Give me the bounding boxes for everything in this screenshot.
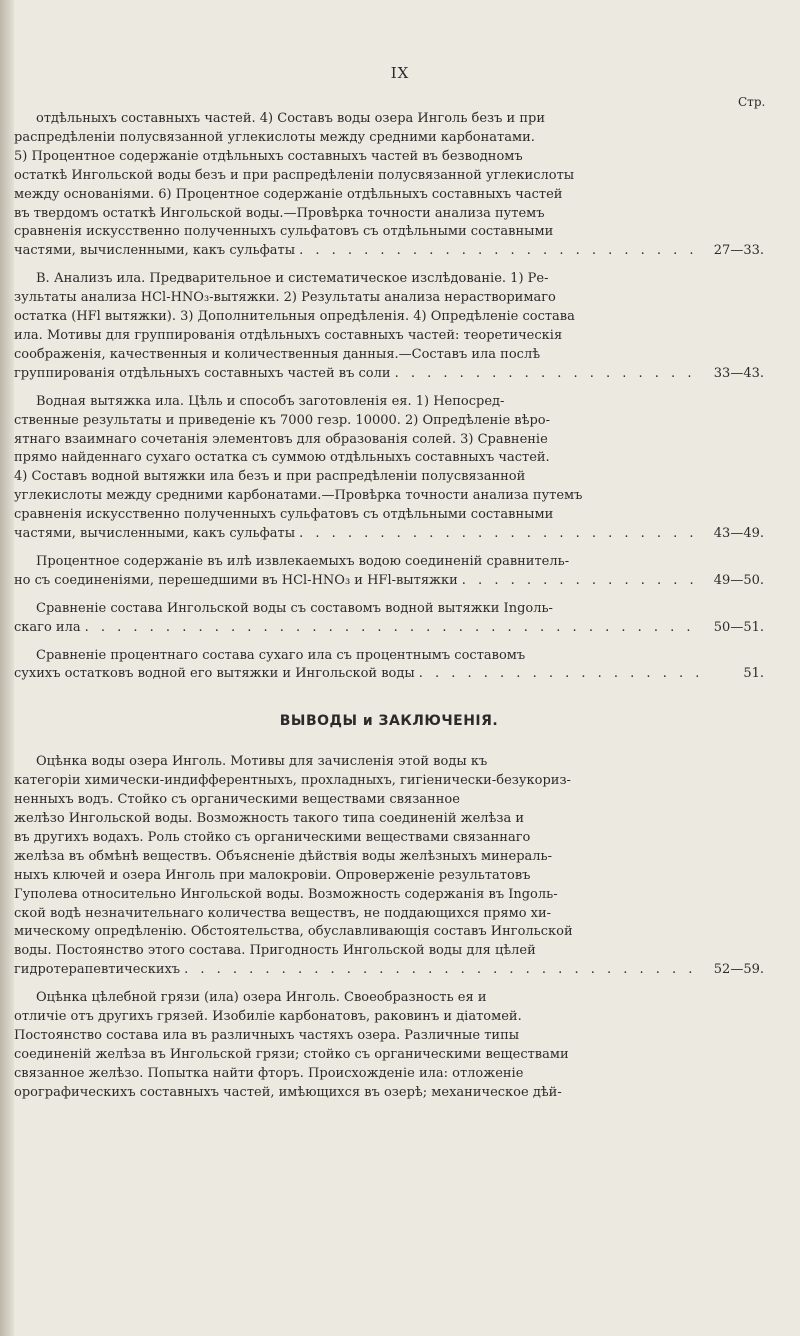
page-column-header: Стр. [738, 95, 766, 109]
entry-line [14, 270, 764, 289]
contents-entry [14, 647, 764, 685]
entry-line-text: Водная вытяжка ила. Цѣль и способъ заготовленія ея. 1) Непосред- [36, 393, 505, 409]
contents-entry [14, 553, 764, 591]
entry-line [14, 346, 764, 365]
entry-line-text: мическому опредѣленію. Обстоятельства, обуславливающія составъ Ингольской [14, 924, 573, 940]
page-number: IX [390, 64, 410, 82]
entry-line-text: желѣза въ обмѣнѣ веществъ. Объясненіе дѣйствія воды желѣзныхъ минераль- [14, 848, 552, 864]
entry-line [14, 205, 764, 224]
leader-dots [295, 525, 698, 544]
entry-line-text: связанное желѣзо. Попытка найти фторъ. Происхожденіе ила: отложеніе [14, 1065, 524, 1081]
entry-page-range: 50—51. [713, 619, 764, 635]
entry-line-text: соединеній желѣза въ Ингольской грязи; стойко съ органическими веществами [14, 1046, 569, 1062]
entry-line [14, 1046, 764, 1065]
entry-line [14, 223, 764, 242]
entry-line [14, 412, 764, 431]
entry-line [14, 1008, 764, 1027]
entry-line [14, 791, 764, 810]
entry-line [14, 110, 764, 129]
entry-line-text: распредѣленіи полусвязанной углекислоты между средними карбонатами. [14, 129, 535, 145]
entry-line [14, 1084, 764, 1103]
entry-line-text: между основаніями. 6) Процентное содержаніе отдѣльныхъ составныхъ частей [14, 186, 563, 202]
entry-page-range: 27—33. [713, 243, 764, 259]
entry-line-text: остатка (HFl вытяжки). 3) Дополнительныя опредѣленія. 4) Опредѣленіе состава [14, 309, 575, 325]
contents-group-analysis [14, 110, 764, 684]
entry-line-text: сравненія искусственно полученныхъ сульфатовъ съ отдѣльными составными [14, 224, 554, 240]
entry-line [14, 848, 764, 867]
entry-line-text: Оцѣнка цѣлебной грязи (ила) озера Инголь. Своеобразность ея и [36, 990, 487, 1006]
leader-dots [458, 572, 698, 591]
entry-line-text: воды. Постоянство этого состава. Пригодность Ингольской воды для цѣлей [14, 943, 536, 959]
entry-line [14, 772, 764, 791]
entry-line [14, 365, 764, 384]
contents-group-conclusions [14, 753, 764, 1102]
entry-line-text: въ твердомъ остаткѣ Ингольской воды.—Провѣрка точности анализа путемъ [14, 205, 545, 221]
leader-dots [180, 961, 698, 980]
entry-line [14, 468, 764, 487]
entry-line [14, 506, 764, 525]
entry-line [14, 905, 764, 924]
entry-line [14, 829, 764, 848]
entry-line [14, 942, 764, 961]
entry-line-text: Процентное содержаніе въ илѣ извлекаемыхъ водою соединеній сравнитель- [36, 553, 570, 569]
entry-line-text: въ другихъ водахъ. Роль стойко съ органическими веществами связаннаго [14, 829, 531, 845]
entry-line [14, 289, 764, 308]
entry-line-text: сравненія искусственно полученныхъ сульфатовъ съ отдѣльными составными [14, 507, 554, 523]
section-title: ВЫВОДЫ и ЗАКЛЮЧЕНІЯ. [279, 713, 499, 730]
entry-line [14, 665, 764, 684]
entry-line-text: сухихъ остатковъ водной его вытяжки и Ингольской воды [14, 666, 415, 682]
entry-line-text: Постоянство состава ила въ различныхъ частяхъ озера. Различные типы [14, 1027, 520, 1043]
leader-dots [81, 619, 698, 638]
entry-line [14, 167, 764, 186]
entry-line [14, 308, 764, 327]
entry-line-text: частями, вычисленными, какъ сульфаты [14, 243, 296, 259]
entry-line [14, 989, 764, 1008]
entry-line [14, 647, 764, 666]
contents-entry [14, 600, 764, 638]
leader-dots [391, 365, 698, 384]
leader-dots [415, 665, 698, 684]
entry-line [14, 242, 764, 261]
contents-entry [14, 989, 764, 1102]
entry-line-text: ятнаго взаимнаго сочетанія элементовъ для образованія солей. 3) Сравненіе [14, 431, 548, 447]
entry-page-range: 52—59. [713, 962, 764, 978]
entry-line [14, 867, 764, 886]
entry-line [14, 525, 764, 544]
entry-page-range: 33—43. [713, 365, 764, 381]
entry-line-text: 4) Составъ водной вытяжки ила безъ и при распредѣленіи полусвязанной [14, 469, 526, 485]
entry-line-text: В. Анализъ ила. Предварительное и систематическое изслѣдованіе. 1) Ре- [36, 271, 549, 287]
entry-line [14, 449, 764, 468]
entry-line [14, 431, 764, 450]
entry-line [14, 961, 764, 980]
entry-line [14, 487, 764, 506]
entry-line [14, 393, 764, 412]
entry-line [14, 619, 764, 638]
entry-line-text: группированія отдѣльныхъ составныхъ частей въ соли [14, 365, 391, 381]
leader-dots [295, 242, 698, 261]
entry-line-text: ственные результаты и приведеніе къ 7000 гезр. 10000. 2) Опредѣленіе вѣро- [14, 412, 550, 428]
entry-line [14, 148, 764, 167]
entry-line-text: соображенія, качественныя и количественныя данныя.—Составъ ила послѣ [14, 346, 541, 362]
entry-line [14, 1065, 764, 1084]
entry-line [14, 186, 764, 205]
entry-line-text: гидротерапевтическихъ [14, 962, 181, 978]
entry-line-text: ской водѣ незначительнаго количества веществъ, не поддающихся прямо хи- [14, 905, 552, 921]
entry-line-text: частями, вычисленными, какъ сульфаты [14, 526, 296, 542]
entry-line-text: отдѣльныхъ составныхъ частей. 4) Составъ воды озера Инголь безъ и при [36, 111, 545, 126]
entry-line-text: но съ соединеніями, перешедшими въ HCl-HNO₃ и HFl-вытяжки [14, 572, 458, 588]
entry-line-text: ныхъ ключей и озера Инголь при малокровіи. Опроверженіе результатовъ [14, 867, 531, 883]
entry-line-text: орографическихъ составныхъ частей, имѣющихся въ озерѣ; механическое дѣй- [14, 1084, 562, 1100]
entry-line [14, 572, 764, 591]
entry-line-text: Сравненіе процентнаго состава сухаго ила съ процентнымъ составомъ [36, 647, 526, 663]
contents-entry [14, 270, 764, 383]
entry-line-text: ненныхъ водъ. Стойко съ органическими веществами связанное [14, 792, 460, 808]
entry-line-text: категоріи химически-индифферентныхъ, прохладныхъ, гигіенически-безукориз- [14, 773, 571, 789]
entry-page-range: 49—50. [713, 572, 764, 588]
entry-line [14, 923, 764, 942]
entry-line [14, 1027, 764, 1046]
entry-line-text: Сравненіе состава Ингольской воды съ составомъ водной вытяжки Ingоль- [36, 600, 553, 616]
entry-line [14, 753, 764, 772]
entry-line [14, 129, 764, 148]
entry-page-range: 43—49. [713, 526, 764, 542]
entry-line-text: отличіе отъ другихъ грязей. Изобиліе карбонатовъ, раковинъ и діатомей. [14, 1009, 522, 1025]
contents-entry [14, 110, 764, 261]
contents-entry [14, 753, 764, 980]
entry-line-text: Гуполева относительно Ингольской воды. Возможность содержанія въ Ingоль- [14, 886, 558, 902]
entry-line-text: углекислоты между средними карбонатами.—Провѣрка точности анализа путемъ [14, 488, 583, 504]
entry-line-text: зультаты анализа HCl-HNO₃-вытяжки. 2) Результаты анализа нерастворимаго [14, 290, 556, 306]
table-of-contents [14, 110, 764, 1112]
entry-line [14, 553, 764, 572]
entry-line-text: 5) Процентное содержаніе отдѣльныхъ составныхъ частей въ безводномъ [14, 148, 523, 164]
entry-line [14, 886, 764, 905]
entry-page-range: 51. [743, 666, 764, 682]
entry-line-text: ила. Мотивы для группированія отдѣльныхъ составныхъ частей: теоретическія [14, 327, 563, 343]
entry-line-text: прямо найденнаго сухаго остатка съ суммою отдѣльныхъ составныхъ частей. [14, 450, 550, 466]
entry-line [14, 810, 764, 829]
entry-line-text: Оцѣнка воды озера Инголь. Мотивы для зачисленія этой воды къ [36, 754, 488, 770]
entry-line-text: остаткѣ Ингольской воды безъ и при распредѣленіи полусвязанной углекислоты [14, 167, 575, 183]
entry-line-text: скаго ила [14, 619, 81, 635]
entry-line [14, 600, 764, 619]
entry-line [14, 327, 764, 346]
book-binding-shadow [0, 0, 14, 1336]
entry-line-text: желѣзо Ингольской воды. Возможность такого типа соединеній желѣза и [14, 811, 525, 826]
contents-entry [14, 393, 764, 544]
